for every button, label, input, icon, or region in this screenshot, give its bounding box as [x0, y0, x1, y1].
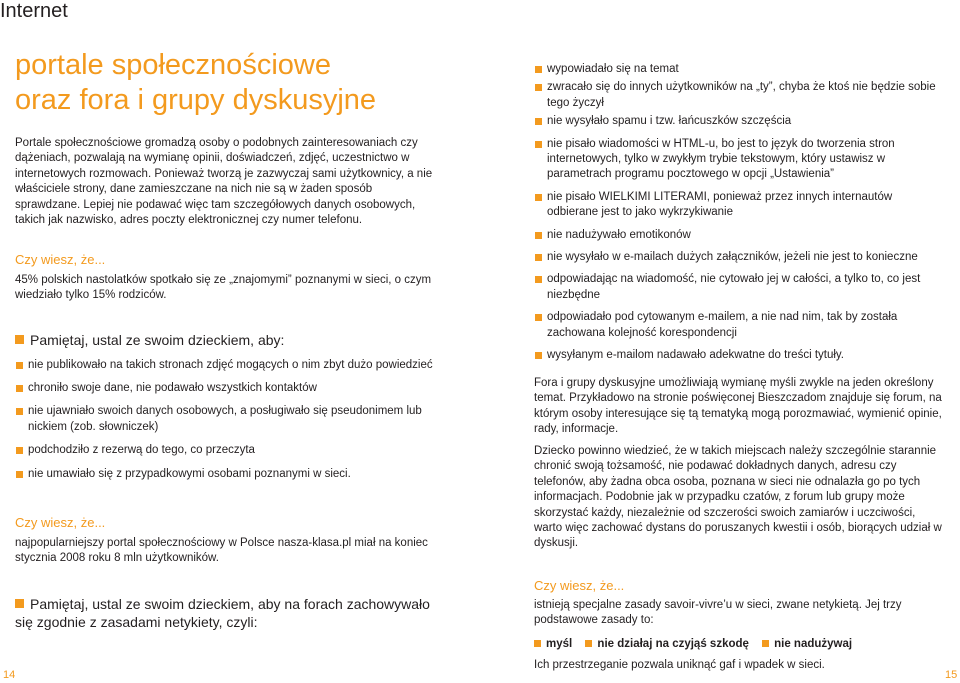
did-you-know-text: istnieją specjalne zasady savoir-vivre’u w sieci, zwane netykietą. Jej trzy podstawowe zasady to: [534, 599, 902, 627]
bullet-square-icon [534, 640, 541, 647]
did-you-know-1 [15, 252, 435, 304]
list-item: nie pisało wiadomości w HTML-u, bo jest to język do tworzenia stron internetowych, tylko w zwykłym trybie tekstowym, który ustawisz w parametrach programu pocztowego w opcji „Ustawienia” [534, 137, 944, 183]
final-sentence: Ich przestrzeganie pozwala uniknąć gaf i wpadek w sieci. [534, 658, 825, 671]
list-item: zwracało się do innych użytkowników na „ty”, chyba że ktoś nie będzie sobie tego życzył [534, 80, 944, 111]
rule-item: myśl [534, 638, 572, 650]
list-item: nie pisało WIELKIMI LITERAMI, ponieważ przez innych internautów odbierane jest to jako wykrzykiwanie [534, 190, 944, 221]
did-you-know-2 [15, 515, 435, 567]
remember-lead: Pamiętaj, ustal ze swoim dzieckiem, aby: [15, 332, 435, 350]
remember-list [15, 358, 435, 482]
did-you-know-3 [534, 578, 944, 673]
list-item: nie nadużywało emotikonów [534, 228, 944, 243]
section-header: Internet [0, 0, 68, 22]
list-item: nie wysyłało spamu i tzw. łańcuszków szczęścia [534, 114, 944, 129]
rules-row [534, 638, 944, 650]
did-you-know-text: najpopularniejszy portal społecznościowy w Polsce nasza-klasa.pl miał na koniec stycznia 2008 roku 8 mln użytkowników. [15, 537, 428, 565]
did-you-know-text: 45% polskich nastolatków spotkało się ze „znajomymi” poznanymi w sieci, o czym wiedziało tylko 15% rodziców. [15, 274, 432, 302]
orange-square-icon [15, 335, 24, 344]
bullet-square-icon [535, 84, 542, 91]
title-line-2: oraz fora i grupy dyskusyjne [15, 84, 377, 116]
bullet-square-icon [535, 314, 542, 321]
remember-section-2: Pamiętaj, ustal ze swoim dzieckiem, aby na forach zachowywało się zgodnie z zasadami netykiety, czyli: [15, 596, 430, 630]
bullet-square-icon [16, 385, 23, 392]
bullet-square-icon [16, 408, 23, 415]
bullet-square-icon [585, 640, 592, 647]
did-you-know-heading: Czy wiesz, że... [15, 515, 106, 530]
bullet-square-icon [16, 447, 23, 454]
page-title [15, 48, 376, 118]
title-line-1: portale społecznościowe [15, 49, 331, 81]
rule-item: nie nadużywaj [762, 638, 852, 650]
list-item: nie ujawniało swoich danych osobowych, a posługiwało się pseudonimem lub nickiem (zob. słowniczek) [15, 404, 435, 435]
bullet-square-icon [535, 194, 542, 201]
bullet-square-icon [535, 276, 542, 283]
page-number-left: 14 [3, 669, 16, 681]
list-item: nie publikowało na takich stronach zdjęć mogących o nim zbyt dużo powiedzieć [15, 358, 435, 373]
child-paragraph: Dziecko powinno wiedzieć, że w takich miejscach należy szczególnie starannie chronić swoją tożsamość, nie podawać dokładnych danych, adresu czy telefonów, aby żadna obca osoba, poznana w sieci nie odnalazła go po tych informacjach. Podobnie jak w przypadku czatów, z forum lub grupy może skorzystać każdy, niezależnie od szczerości swoich zamiarów i uczciwości, warto więc zachować dystans do poruszanych kwestii i osób, biorących udział w dyskusji. [534, 445, 942, 550]
orange-square-icon [15, 599, 24, 608]
netiquette-list [534, 62, 944, 364]
list-item: chroniło swoje dane, nie podawało wszystkich kontaktów [15, 381, 435, 396]
did-you-know-heading: Czy wiesz, że... [15, 252, 106, 267]
list-item: wysyłanym e-mailom nadawało adekwatne do treści tytuły. [534, 348, 944, 363]
bullet-square-icon [535, 232, 542, 239]
bullet-square-icon [16, 362, 23, 369]
list-item: odpowiadając na wiadomość, nie cytowało jej w całości, a tylko to, co jest niezbędne [534, 272, 944, 303]
bullet-square-icon [535, 66, 542, 73]
bullet-square-icon [762, 640, 769, 647]
list-item: nie umawiało się z przypadkowymi osobami poznanymi w sieci. [15, 467, 435, 482]
forums-paragraph: Fora i grupy dyskusyjne umożliwiają wymianę myśli zwykle na jeden określony temat. Przykładowo na stronie poświęconej Bieszczadom znajduje się forum, na którym osoby interesujące się tą tematyką mogą porozmawiać, wymienić opinie, rady, informacje. [534, 377, 942, 436]
list-item: wypowiadało się na temat [534, 62, 944, 77]
intro-paragraph: Portale społecznościowe gromadzą osoby o podobnych zainteresowaniach czy dążeniach, pozwalają na wymianę opinii, doświadczeń, zdjęć, uczestnictwo w internetowych rozmowach. Ponieważ tworzą je zazwyczaj sami użytkownicy, a nie właściciele strony, dane zamieszczane na nich nie są w żaden sposób sprawdzane. Lepiej nie podawać więc tam szczegółowych danych osobowych, takich jak nazwisko, adres poczty elektronicznej czy numer telefonu. [15, 137, 433, 227]
list-item: podchodziło z rezerwą do tego, co przeczyta [15, 443, 435, 458]
bullet-square-icon [535, 254, 542, 261]
bullet-square-icon [535, 118, 542, 125]
remember-section-1 [15, 332, 435, 482]
bullet-square-icon [16, 471, 23, 478]
page-number-right: 15 [945, 669, 958, 681]
list-item: odpowiadało pod cytowanym e-mailem, a nie nad nim, tak by została zachowana kolejność korespondencji [534, 310, 944, 341]
list-item: nie wysyłało w e-mailach dużych załączników, jeżeli nie jest to konieczne [534, 250, 944, 265]
bullet-square-icon [535, 352, 542, 359]
did-you-know-heading: Czy wiesz, że... [534, 578, 625, 593]
rule-item: nie działaj na czyjąś szkodę [585, 638, 748, 650]
bullet-square-icon [535, 141, 542, 148]
